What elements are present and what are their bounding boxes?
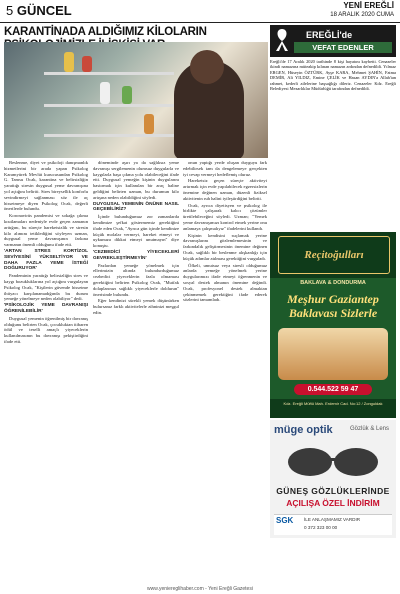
article-paragraph: Beslenme, diyet ve psikoloji danışmanlık hizmetlerini bir arada yapan Psikolog Karamyürek Mevlüt kurucusundan Psikolog G. Tamsu Ocak, karantina ve belirsizliğin yarattığı stresin duygusal yeme davranışına yol açtığını belirtti. Stres bireysellik konforlu sevindirmeyi sağlanması söz ile aç hissetmeye diyen Psikolog Ocak, değerli önerilerde bulundu.: [4, 160, 88, 212]
article-paragraph: onun yaptığı yerde oluşan duyguyu fark edebilirsek tam da dengelemeye gerçekten iyi cevap vermeyi hedeflemiş oluruz.: [183, 160, 267, 177]
ribbon-icon: [274, 29, 290, 51]
page-footer: www.yeniereglihaber.com - Yeni Ereğli Gazetesi: [147, 586, 253, 592]
obituary-banner: [270, 25, 396, 57]
pastry-logo: Reçitoğulları: [278, 236, 390, 274]
article-paragraph: döneminde aşırı ya da sağlıksız yeme davranışı sergilemenin olumsuz duygularla ve kaygılarla başa çıkma yolu olabileceğini ifade etti. Duygusal yemeğin kişinin duygularını bastırmak için kullanılan bir araç haline geldiğini belirten uzman, bu durumun kilo artışına neden olabildiğini söyledi.: [93, 160, 179, 200]
page-number: 5: [6, 3, 14, 18]
optician-advert: [270, 420, 396, 538]
pastry-address: Kdz. Ereğli Müftü Mah. Erdemir Cad. No:12 / Zonguldak: [270, 399, 396, 418]
section-name: GÜNCEL: [16, 3, 72, 18]
page-section: [6, 3, 72, 18]
optician-line1: GÜNEŞ GÖZLÜKLERİNDE: [276, 486, 390, 496]
article-paragraph: Kişinin kendisini suçlamak yerine davranışlarını gözlemlemesinin ve farkındalık geliştirmesinin önemine değinen Ocak, sağlıklı bir beslenme alışkanlığı için küçük adımlar atılması gerektiğini vurguladı.: [183, 232, 267, 261]
pastry-headline-1: Meşhur Gaziantep: [287, 292, 379, 306]
sunglasses-icon: [284, 442, 382, 482]
pastry-advert: [270, 232, 396, 418]
obituary-subtitle: VEFAT EDENLER: [294, 42, 392, 53]
sgk-logo: SGK: [276, 516, 294, 525]
article-subheading: 'CEZBEDİCİ YİYECEKLERİ GEVREKLEŞTİRMEYİN': [93, 249, 179, 261]
optician-line2: AÇILIŞA ÖZEL İNDİRİM: [286, 498, 380, 508]
article-column-2: [93, 160, 179, 582]
issue-date: 18 ARALIK 2020 CUMA: [330, 12, 394, 18]
optician-tagline: Gözlük & Lens: [350, 426, 390, 432]
article-paragraph: Ocak, ayrıca diyetisyen ve psikolog ile birlikte çalışarak kalıcı çözümler üretilebileceğini söyledi. Uzman; "Yemek yeme davranışımızı kontrol etmek yerine onu anlamaya çalışmalıyız" ifadelerini kullandı.: [183, 202, 267, 231]
article-paragraph: Hareketsiz geçen süreçte aktiviteyi artırmak için evde yapılabilecek egzersizlerin önemine değinen uzman, düzenli fiziksel aktivitenin ruh halini iyileştirdiğini belirtti.: [183, 178, 267, 201]
article-paragraph: Öfkeli, umutsuz veya stresli olduğumuz anlarda yemeğe yönelmek yerine duygularımızı ifade etmeyi öğrenmenin ve sosyal destek almanın önemine değindi. Ocak, profesyonel destek almaktan çekinmemek gerektiğini ifade ederek sözlerini tamamladı.: [183, 262, 267, 303]
sgk-band: [274, 514, 392, 535]
article-paragraph: İçinde bulunduğumuz zor zamanlarda kendimize şefkat göstermemiz gerektiğini ifade eden Ocak, "Ayrıca gün içinde kendinize küçük molalar vermeyi, hareket etmeyi ve uykunuza dikkat etmeyi unutmayın" diye konuştu.: [93, 214, 179, 249]
sgk-text: İLE ANLAŞMAMIZ VARDIR: [304, 517, 361, 522]
page-header: [0, 0, 400, 23]
article-paragraph: Pazlardan yemeğe yönelmek için ellerimizin altında bulundurduğumuz cezbedici yiyeceklerin fazla olmaması gerektiğini belirten Psikolog Ocak, "Mutfak dolaplarınızı sağlıklı yiyeceklerle doldurun" önerisinde bulundu.: [93, 262, 179, 297]
article-paragraph: Pandeminin yarattığı belirsizliğin stres ve kaygı bozukluklarına yol açtığını vurgulayan Psikolog Ocak, "Kişilerin güvende hissetme ihtiyacı karşılanamadığında bu durum yemeğe yönelmeye neden olabiliyor" dedi.: [4, 273, 88, 302]
article-subheading: DUYGUSAL YEMENİN ÖNÜNE NASIL GEÇEBİLİRİZ?: [93, 201, 179, 213]
optician-brand: müge optik: [274, 424, 333, 436]
article-column-1: [4, 160, 88, 582]
article-column-3: [183, 160, 267, 582]
pastry-headline: [274, 292, 392, 320]
article-headline: KARANTİNADA ALDIĞIMIZ KİLOLARIN: [4, 26, 207, 38]
obituary-text: Ereğli'de 17 Aralık 2020 tarihinde 8 kişi hayatını kaybetti. Cenazeler ikindi namazına müteakip kılınan namazın ardından defnedildi. Yılmaz ERGEN, Hüseyin ÖZTÜRK, Ayşe KARA, Mehmet ŞAHİN, Fatma DEMİR, Ali YILDIZ, Emine ÇELİK ve Hasan AYDIN'a Allah'tan rahmet, kederli ailelerine başsağlığı dileriz. Cenazeler Kdz. Ereğli Belediyesi Mezarlıklar Müdürlüğü tarafından defnedildi.: [270, 59, 396, 92]
paper-name: YENİ EREĞLİ: [343, 1, 394, 10]
article-photo: [4, 42, 268, 158]
obituary-title: EREĞLİ'de: [306, 30, 353, 40]
pastry-headline-2: Baklavası Sizlerle: [288, 306, 378, 320]
article-subheading: 'PSİKOLOJİK YEME DAVRANIŞI ÖĞRENİLEBİLİR': [4, 303, 88, 314]
article-subheading: 'ARTAN STRES KORTİZOL SEVİYESİNİ YÜKSELTİYOR VE DAHA FAZLA YEME İSTEĞİ DOĞURUYOR': [4, 248, 88, 272]
article-paragraph: Duygusal yemenin öğrenilmiş bir davranış olduğunu belirten Ocak, çocukluktan itibaren ödül ve teselli amaçlı yiyeceklerin kullanılmasının bu davranışı pekiştirdiğini ifade etti.: [4, 315, 88, 344]
article-paragraph: Eğer kendinizi sürekli yemek düşünürken bulursanız farklı aktivitelerle zihninizi meşgul edin.: [93, 298, 179, 315]
optician-phone: 0 372 323 00 00: [304, 525, 338, 530]
baklava-image: [278, 328, 388, 380]
pastry-phone: 0.544.522 59 47: [294, 384, 372, 395]
pastry-sub: BAKLAVA & DONDURMA: [300, 280, 366, 286]
article-paragraph: Koronavirüs pandemisi ve sokağa çıkma kısıtlamaları nedeniyle evde geçen zamanın arttığını, bu süreçte hareketsizlik ve stresin kilo alımını tetiklediğini söyleyen uzman, duygusal yeme davranışının farkına varmanın önemli olduğunu ifade etti.: [4, 213, 88, 248]
paper-info: [330, 2, 394, 19]
